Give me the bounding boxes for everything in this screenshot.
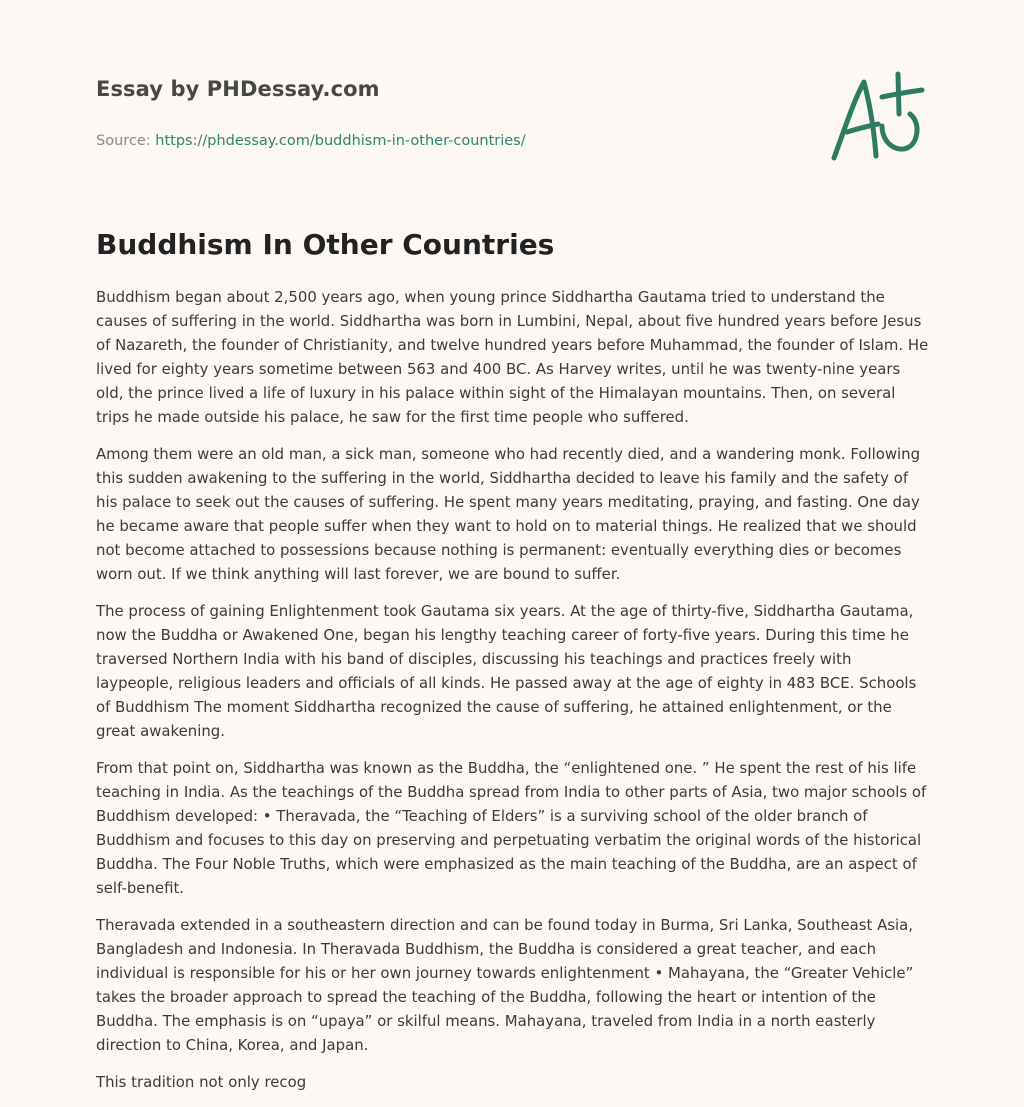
essay-paragraph: Buddhism began about 2,500 years ago, when young prince Siddhartha Gautama tried to understand the causes of suffering in the world. Siddhartha was born in Lumbini, Nepal, about five hundred years before Jesus of Nazareth, the founder of Christianity, and twelve hundred years before Muhammad, the founder of Islam. He lived for eighty years sometime between 563 and 400 BC. As Harvey writes, until he was twenty-nine years old, the prince lived a life of luxury in his palace within sight of the Himalayan mountains. Then, on several trips he made outside his palace, he saw for the first time people who suffered.	[96, 288, 929, 426]
essay-title: Buddhism In Other Countries	[96, 228, 555, 261]
a-plus-logo-icon	[826, 70, 928, 166]
site-brand: Essay by PHDessay.com	[96, 77, 380, 101]
source-label: Source:	[96, 133, 151, 149]
essay-paragraph: From that point on, Siddhartha was known as the Buddha, the “enlightened one. ” He spent the rest of his life teaching in India. As the teachings of the Buddha spread from India to other parts of Asia, two major schools of Buddhism developed: • Theravada, the “Teaching of Elders” is a surviving school of the older branch of Buddhism and focuses to this day on preserving and perpetuating verbatim the original words of the historical Buddha. The Four Noble Truths, which were emphasized as the main teaching of the Buddha, are an aspect of self-benefit.	[96, 759, 927, 897]
page-header	[96, 74, 936, 174]
essay-paragraph: This tradition not only recog	[96, 1073, 307, 1091]
essay-body	[96, 285, 932, 1107]
essay-paragraph: Among them were an old man, a sick man, someone who had recently died, and a wandering monk. Following this sudden awakening to the suffering in the world, Siddhartha decided to leave his family and the safety of his palace to seek out the causes of suffering. He spent many years meditating, praying, and fasting. One day he became aware that people suffer when they want to hold on to material things. He realized that we should not become attached to possessions because nothing is permanent: eventually everything dies or becomes worn out. If we think anything will last forever, we are bound to suffer.	[96, 445, 921, 583]
source-link[interactable]: https://phdessay.com/buddhism-in-other-countries/	[155, 133, 526, 149]
essay-paragraph: The process of gaining Enlightenment took Gautama six years. At the age of thirty-five, Siddhartha Gautama, now the Buddha or Awakened One, began his lengthy teaching career of forty-five years. During this time he traversed Northern India with his band of disciples, discussing his teachings and practices freely with laypeople, religious leaders and officials of all kinds. He passed away at the age of eighty in 483 BCE. Schools of Buddhism The moment Siddhartha recognized the cause of suffering, he attained enlightenment, or the great awakening.	[96, 602, 917, 740]
source-line	[96, 131, 936, 151]
essay-paragraph: Theravada extended in a southeastern direction and can be found today in Burma, Sri Lanka, Southeast Asia, Bangladesh and Indonesia. In Theravada Buddhism, the Buddha is considered a great teacher, and each individual is responsible for his or her own journey towards enlightenment • Mahayana, the “Greater Vehicle” takes the broader approach to spread the teaching of the Buddha, following the heart or intention of the Buddha. The emphasis is on “upaya” or skilful means. Mahayana, traveled from India in a north easterly direction to China, Korea, and Japan.	[96, 916, 914, 1054]
